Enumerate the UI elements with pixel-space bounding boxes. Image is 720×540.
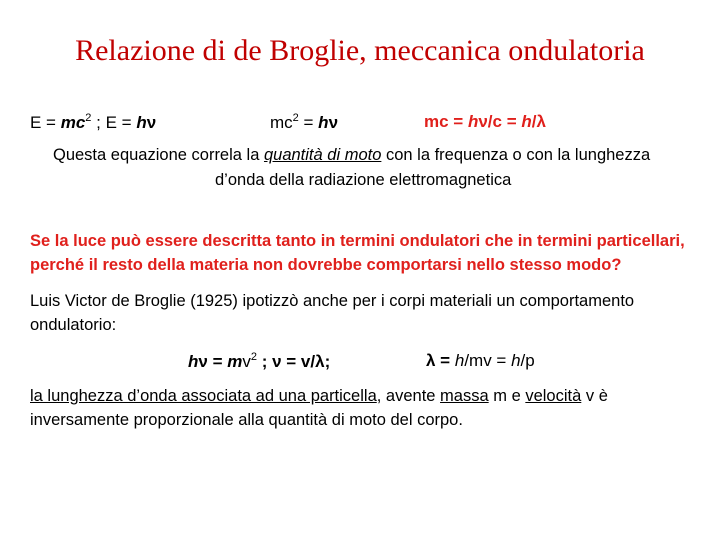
question-line1: Se la luce può essere descritta tanto in termini ondulatori che in termini particellari, (30, 232, 685, 250)
de-broglie-line1: Luis Victor de Broglie (1925) ipotizzò anche per i corpi materiali un comportamento (30, 292, 635, 310)
wavelength-equation: λ = h/mv = h/p (426, 351, 535, 370)
momentum-equation: mc = hν/c = h/λ (424, 112, 546, 131)
momentum-explanation-line1: Questa equazione correla la quantità di moto con la frequenza o con la lunghezza (53, 146, 651, 164)
wavelength-explanation-line2: inversamente proporzionale alla quantità di moto del corpo. (30, 411, 463, 429)
question-line2: perché il resto della materia non dovrebbe comportarsi nello stesso modo? (30, 256, 622, 274)
de-broglie-line2: ondulatorio: (30, 316, 117, 334)
mass-energy-equation: $mc^2 = h\nu$ (270, 112, 339, 132)
momentum-explanation-line2: d’onda della radiazione elettromagnetica (215, 171, 512, 189)
slide-title: Relazione di de Broglie, meccanica ondulatoria (75, 34, 645, 67)
wavelength-explanation-line1: la lunghezza d’onda associata ad una particella, avente massa m e velocità v è (30, 387, 608, 405)
energy-equations: $E = mc^2$ ; E = hν (30, 112, 157, 132)
de-broglie-equations: $h\nu = mv^2$ ; ν = v/λ; (188, 351, 331, 371)
